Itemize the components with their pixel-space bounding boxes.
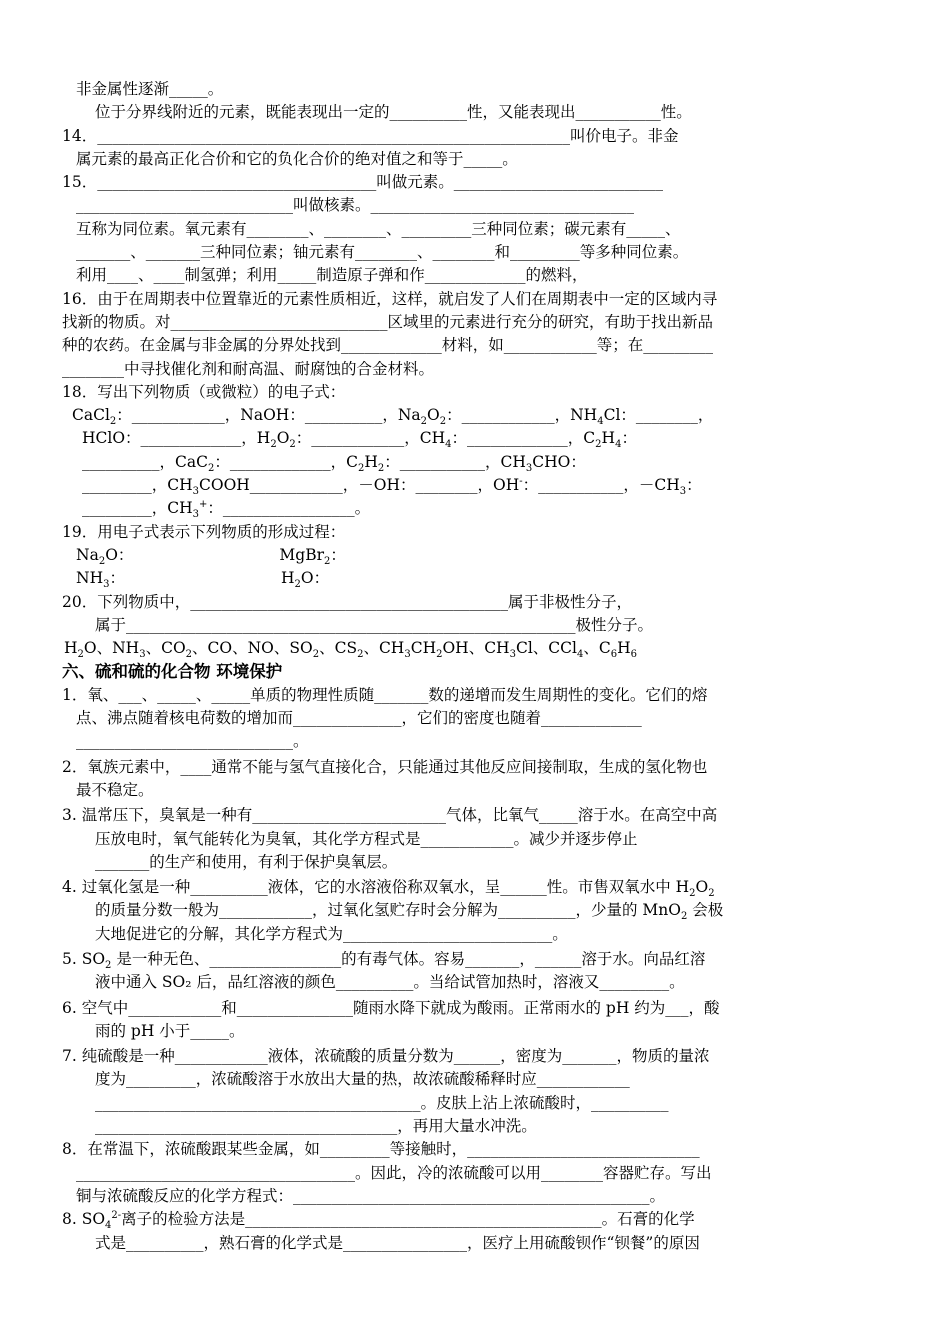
question-8b-cont: 式是__________，熟石膏的化学式是________________，医疗上用硫酸钡作“钡餐”的原因 (95, 1233, 700, 1252)
question-7-cont: 度为_________，浓硫酸溶于水放出大量的热，故浓硫酸稀释时应____________ (95, 1070, 630, 1089)
question-8b: 8. $SO_4^{2-}$离子的检验方法是______________________________________________。石膏的化学 (62, 1210, 695, 1232)
question-6: 6. 空气中____________和_______________随雨水降下就成为酸雨。正常雨水的 pH 约为___，酸 (62, 998, 720, 1017)
question-4-cont: 大地促进它的分解，其化学方程式为___________________________。 (95, 924, 568, 943)
question-8-cont: 铜与浓硫酸反应的化学方程式：______________________________________________。 (76, 1186, 666, 1205)
question-15: 15．____________________________________叫做元素。___________________________ (62, 173, 663, 192)
question-16: 16．由于在周期表中位置靠近的元素性质相近，这样，就启发了人们在周期表中一定的区域内寻 (62, 289, 718, 308)
section-heading: 六、硫和硫的化合物 环境保护 (62, 662, 283, 682)
question-3: 3. 温常压下，臭氧是一种有_________________________气体，比氧气_____溶于水。在高空中高 (62, 806, 718, 825)
question-3-cont: _______的生产和使用，有利于保护臭氧层。 (95, 852, 398, 871)
question-16-cont: 种的农药。在金属与非金属的分界处找到_____________材料，如____________等；在_________ (62, 336, 714, 355)
question-15-cont: 利用____、____制氢弹；利用_____制造原子弹和作_____________的燃料， (76, 266, 588, 285)
question-5-cont: 液中通入 SO₂ 后，品红溶液的颜色__________。当给试管加热时，溶液又_________。 (95, 973, 685, 992)
question-16-cont: 找新的物质。对____________________________区域里的元素进行充分的研究，有助于找出新品 (62, 312, 714, 331)
question-8-cont: ____________________________________。因此，冷的浓硫酸可以用________容器贮存。写出 (76, 1163, 712, 1182)
question-7-cont: __________________________________________。皮肤上沾上浓硫酸时，__________ (95, 1093, 669, 1112)
question-7: 7. 纯硫酸是一种____________液体，浓硫酸的质量分数为______，密度为_______，物质的量浓 (62, 1047, 710, 1066)
worksheet-content (62, 78, 872, 1255)
question-5: 5. $SO_2$ 是一种无色、_________________的有毒气体。容易_______，______溶于水。向品红溶 (62, 949, 706, 972)
formula-line: _________，$CH_3^+$：_________________。 (82, 499, 371, 521)
question-2-cont: 最不稳定。 (76, 780, 154, 799)
formula-line: __________，CaC$_2$：_____________，$C_2H_2$：___________，$CH_3CHO$： (82, 452, 586, 474)
formula-line: CaCl$_2$：____________，NaOH：__________，$Na_2O_2$：____________，$NH_4Cl$：________， (72, 406, 714, 428)
formula-line: $Na_2O$： MgBr$_2$： (76, 545, 346, 568)
text-line: 非金属性逐渐_____。 (76, 80, 224, 98)
formula-line: $NH_3$： $H_2O$： (76, 569, 330, 591)
question-16-cont: ________中寻找催化剂和耐高温、耐腐蚀的合金材料。 (62, 359, 435, 378)
question-20: 20．下列物质中，_________________________________________属于非极性分子， (62, 592, 632, 611)
question-4-cont: 的质量分数一般为____________，过氧化氢贮存时会分解为__________，少量的 MnO$_2$ 会极 (95, 901, 724, 923)
formula-line: HClO：_____________，$H_2O_2$：____________，$CH_4$：_____________，$C_2H_4$： (82, 429, 637, 451)
question-2: 2．氧族元素中，____通常不能与氢气直接化合，只能通过其他反应间接制取，生成的氢化物也 (62, 757, 708, 776)
question-1-cont: ____________________________。 (76, 732, 309, 751)
question-14-cont: 属元素的最高正化合价和它的负化合价的绝对值之和等于_____。 (76, 149, 518, 168)
question-14: 14．_____________________________________________________________叫价电子。非金 (62, 126, 679, 145)
formula-line: $H_2O$、$NH_3$、$CO_2$、CO、NO、$SO_2$、$CS_2$、$CH_3CH_2OH$、$CH_3Cl$、CCl$_4$、$C_6H_6$ (64, 639, 637, 661)
question-3-cont: 压放电时，氧气能转化为臭氧，其化学方程式是____________。减少并逐步停止 (95, 829, 638, 848)
question-19: 19．用电子式表示下列物质的形成过程： (62, 522, 346, 541)
formula-line: _________，$CH_3COOH\_\_\_\_\_\_\_\_\_\_\_\_$，－OH：________，OH-：___________，$-CH_3$： (82, 475, 702, 498)
question-8: 8．在常温下，浓硫酸跟某些金属，如_________等接触时，______________________________ (62, 1140, 700, 1159)
question-15-cont: 互称为同位素。氧元素有________、________、_________三种同位素；碳元素有_____、 (76, 219, 681, 238)
question-20-cont: 属于__________________________________________________________极性分子。 (95, 615, 654, 634)
question-15-cont: ____________________________叫做核素。__________________________________ (76, 196, 635, 215)
question-18: 18．写出下列物质（或微粒）的电子式： (62, 382, 346, 401)
question-1-cont: 点、沸点随着核电荷数的增加而______________，它们的密度也随着_____________ (76, 709, 642, 728)
question-7-cont: _______________________________________，再用大量水冲洗。 (95, 1117, 537, 1136)
question-6-cont: 雨的 pH 小于_____。 (95, 1021, 245, 1040)
question-1: 1．氧、___、_____、_____单质的物理性质随_______数的递增而发生周期性的变化。它们的熔 (62, 685, 708, 704)
question-4: 4. 过氧化氢是一种__________液体，它的水溶液俗称双氧水，呈______性。市售双氧水中 $H_2O_2$ (62, 878, 715, 900)
question-15-cont: _______、_______三种同位素；铀元素有________、________和_________等多种同位素。 (76, 243, 689, 262)
text-line: 位于分界线附近的元素，既能表现出一定的__________性，又能表现出___________性。 (95, 103, 692, 122)
